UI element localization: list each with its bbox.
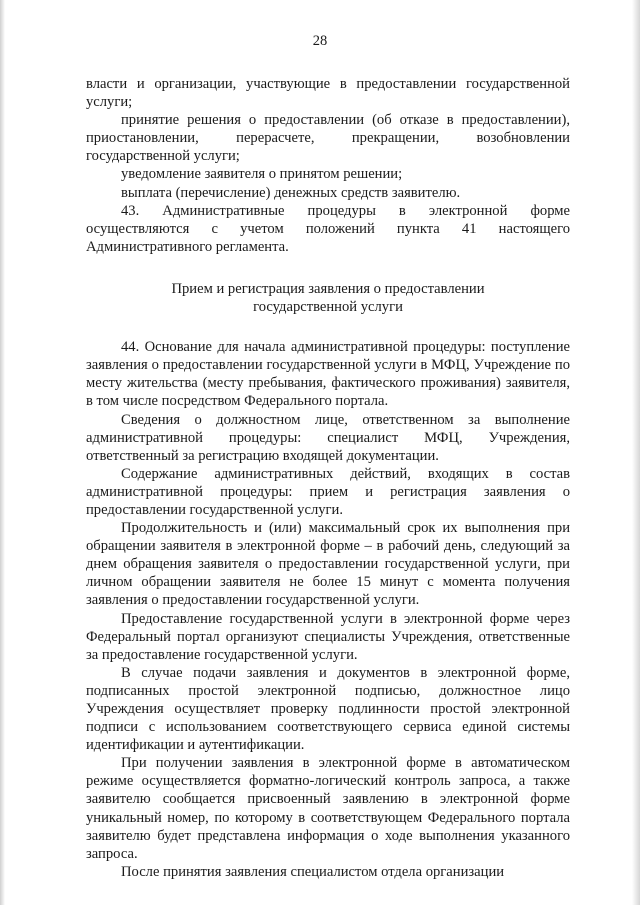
paragraph-after-acceptance: После принятия заявления специалистом отдела организации bbox=[121, 863, 505, 880]
paragraph-44: 44. Основание для начала административной процедуры: поступление заявления о предоставлении государственной услуги в МФЦ, Учреждение по месту жительства (месту пребывания, фактического проживания) заявителя, в том числе посредством Федерального портала. bbox=[86, 339, 570, 410]
paragraph-responsible-person: Сведения о должностном лице, ответственном за выполнение административной процедуры: специалист МФЦ, Учреждения, ответственный за регистрацию входящей документации. bbox=[86, 411, 570, 464]
section-heading-line-2: государственной услуги bbox=[253, 299, 403, 316]
paragraph-signature-check: В случае подачи заявления и документов в электронной форме, подписанных простой электронной подписью, должностное лицо Учреждения осуществляет проверку подлинности простой электронной подписи с использованием соответствующего сервиса единой системы идентификации и аутентификации. bbox=[86, 664, 570, 754]
paragraph-decision: принятие решения о предоставлении (об отказе в предоставлении), приостановлении, перерасчете, прекращении, возобновлении государственной услуги; bbox=[86, 112, 570, 165]
paragraph-payment: выплата (перечисление) денежных средств заявителю. bbox=[121, 184, 461, 201]
section-heading bbox=[86, 280, 570, 316]
paragraph-format-control: При получении заявления в электронной форме в автоматическом режиме осуществляется форматно-логический контроль запроса, а также заявителю сообщается присвоенный заявлению в электронной форме уникальный номер, по которому в соответствующем Федерального портала заявителю будет представлена информация о ходе выполнения указанного запроса. bbox=[86, 755, 570, 862]
page-number: 28 bbox=[312, 33, 328, 49]
section-heading-line-1: Прием и регистрация заявления о предоставлении bbox=[171, 280, 485, 297]
paragraph-electronic-provision: Предоставление государственной услуги в электронной форме через Федеральный портал организуют специалисты Учреждения, ответственные за предоставление государственной услуги. bbox=[86, 610, 570, 663]
scan-edge-left bbox=[0, 0, 5, 905]
paragraph-notification: уведомление заявителя о принятом решении; bbox=[121, 166, 403, 183]
paragraph-continuation: власти и организации, участвующие в предоставлении государственной услуги; bbox=[86, 76, 570, 111]
paragraph-duration: Продолжительность и (или) максимальный срок их выполнения при обращении заявителя в электронной форме – в рабочий день, следующий за днем обращения заявителя о предоставлении государственной услуги, при личном обращении заявителя не более 15 минут с момента получения заявления о предоставлении государственной услуги. bbox=[86, 520, 570, 609]
scan-edge-right bbox=[632, 0, 640, 905]
paragraph-actions-content: Содержание административных действий, входящих в состав административной процедуры: прием и регистрация заявления о предоставлении государственной услуги. bbox=[86, 465, 570, 518]
paragraph-43: 43. Административные процедуры в электронной форме осуществляются с учетом положений пункта 41 настоящего Административного регламента. bbox=[86, 202, 570, 255]
document-body bbox=[86, 75, 570, 881]
